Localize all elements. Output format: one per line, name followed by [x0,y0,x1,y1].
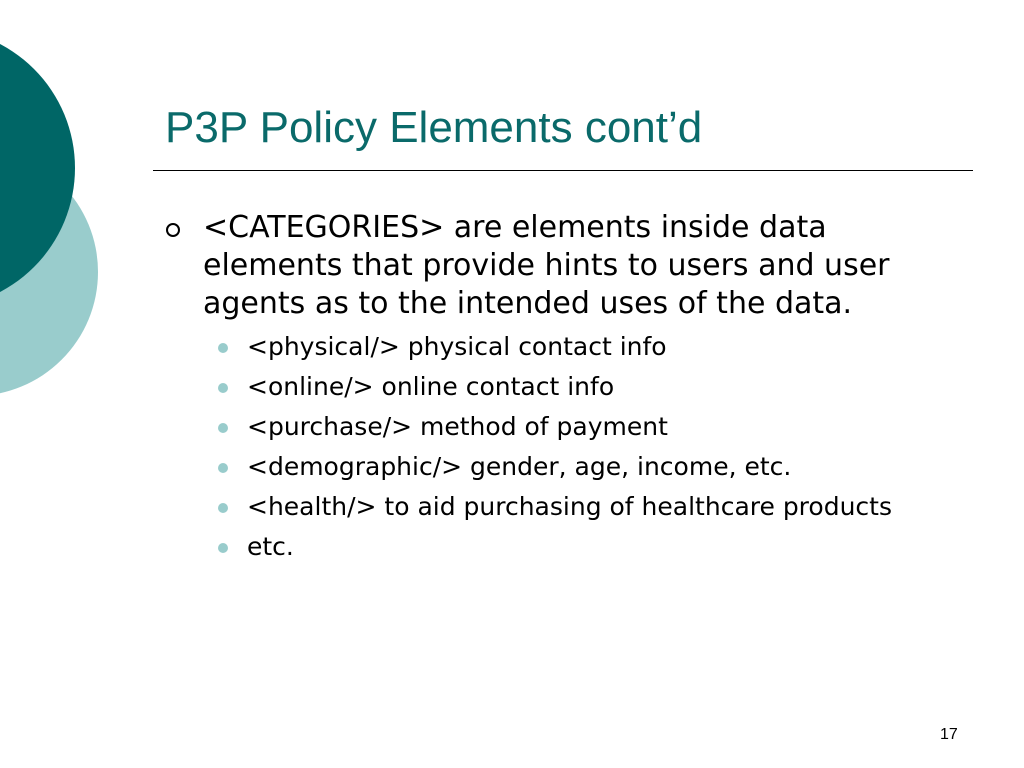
sub-bullet-item [215,411,975,443]
sub-bullet-text: <demographic/> gender, age, income, etc. [247,452,792,481]
filled-circle-icon [218,423,228,433]
sub-bullet-item [215,531,975,563]
filled-circle-icon [218,503,228,513]
sub-bullet-list [165,331,975,563]
filled-circle-icon [218,383,228,393]
sub-bullet-text: <health/> to aid purchasing of healthcare products [247,492,892,521]
hollow-circle-icon [166,223,180,237]
slide-content [165,209,975,571]
filled-circle-icon [218,543,228,553]
sub-bullet-item [215,371,975,403]
title-divider [153,170,973,171]
sub-bullet-text: etc. [247,532,294,561]
sub-bullet-item [215,331,975,363]
slide-title: P3P Policy Elements cont’d [165,103,703,152]
filled-circle-icon [218,343,228,353]
main-bullet-item [165,209,975,323]
page-number: 17 [940,726,958,743]
filled-circle-icon [218,463,228,473]
main-bullet-text: <CATEGORIES> are elements inside data elements that provide hints to users and user agents as to the intended uses of the data. [203,210,890,321]
sub-bullet-item [215,491,975,523]
sub-bullet-text: <physical/> physical contact info [247,332,667,361]
sub-bullet-text: <purchase/> method of payment [247,412,668,441]
sub-bullet-item [215,451,975,483]
sub-bullet-text: <online/> online contact info [247,372,615,401]
